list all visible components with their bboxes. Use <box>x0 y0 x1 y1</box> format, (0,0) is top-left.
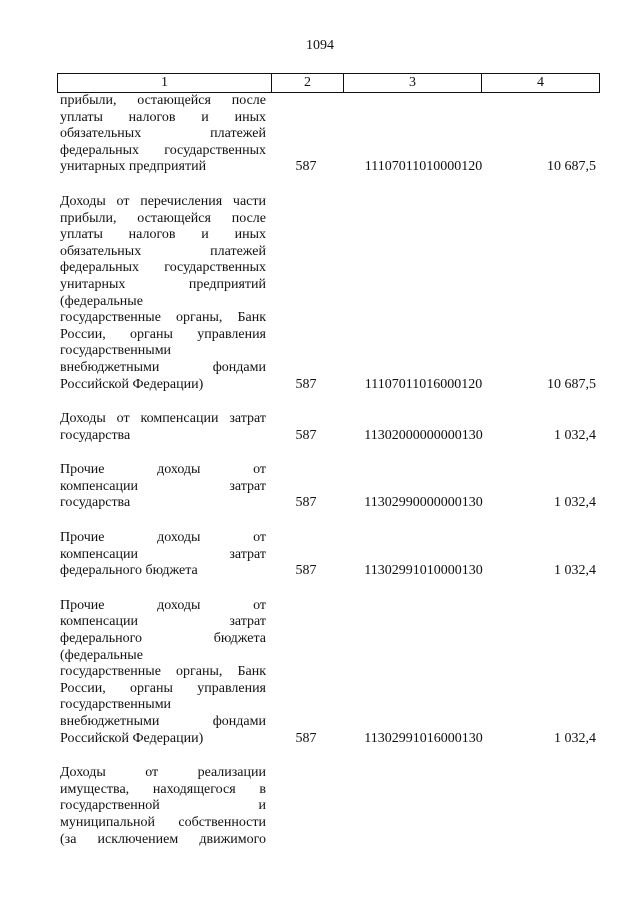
row-description <box>60 530 266 580</box>
row-kbk: 11302990000000130 <box>364 495 483 511</box>
description-line: Российской Федерации) <box>60 730 204 746</box>
row-code: 587 <box>295 563 317 579</box>
description-line: Прочие доходы от <box>60 530 266 546</box>
column-header-4: 4 <box>482 74 600 93</box>
description-line: государства <box>60 427 131 443</box>
description-line: компенсации затрат <box>60 478 266 494</box>
row-code: 587 <box>295 495 317 511</box>
description-line: Прочие доходы от <box>60 597 266 613</box>
description-line: обязательных платежей <box>60 243 266 259</box>
description-line: государственными <box>60 697 172 713</box>
description-line: государственные органы, Банк <box>60 664 266 680</box>
row-description <box>60 93 266 176</box>
table-row <box>57 411 602 444</box>
description-line: уплаты налогов и иных <box>60 109 266 125</box>
table-row <box>57 462 602 512</box>
description-line: Доходы от перечисления части <box>60 193 266 209</box>
description-line: (за исключением движимого <box>60 831 266 847</box>
row-amount: 10 687,5 <box>547 376 596 392</box>
row-amount: 1 032,4 <box>554 563 596 579</box>
row-description <box>60 194 266 393</box>
description-line: (федеральные <box>60 647 143 663</box>
row-kbk: 11302000000000130 <box>364 427 483 443</box>
description-line: уплаты налогов и иных <box>60 227 266 243</box>
description-line: государства <box>60 495 131 511</box>
description-line: имущества, находящегося в <box>60 781 266 797</box>
description-line: Доходы от реализации <box>60 765 266 781</box>
row-amount: 1 032,4 <box>554 427 596 443</box>
column-header-2: 2 <box>272 74 344 93</box>
description-line: федеральных государственных <box>60 260 266 276</box>
row-description <box>60 598 266 747</box>
description-line: компенсации затрат <box>60 614 266 630</box>
description-line: России, органы управления <box>60 326 266 342</box>
table-row <box>57 598 602 747</box>
table-row <box>57 93 602 176</box>
row-code: 587 <box>295 730 317 746</box>
row-amount: 10 687,5 <box>547 159 596 175</box>
row-code: 587 <box>295 159 317 175</box>
description-line: муниципальной собственности <box>60 814 266 830</box>
description-line: внебюджетными фондами <box>60 359 266 375</box>
table-header <box>57 73 600 93</box>
description-line: компенсации затрат <box>60 546 266 562</box>
description-line: федеральных государственных <box>60 142 266 158</box>
row-amount: 1 032,4 <box>554 495 596 511</box>
description-line: Прочие доходы от <box>60 462 266 478</box>
description-line: федерального бюджета <box>60 631 266 647</box>
description-line: обязательных платежей <box>60 126 266 142</box>
description-line: Российской Федерации) <box>60 376 204 392</box>
row-description <box>60 411 266 444</box>
description-line: унитарных предприятий <box>60 159 207 175</box>
row-kbk: 11107011016000120 <box>364 376 483 392</box>
row-code: 587 <box>295 427 317 443</box>
row-description <box>60 462 266 512</box>
description-line: (федеральные <box>60 293 143 309</box>
description-line: государственные органы, Банк <box>60 310 266 326</box>
description-line: государственными <box>60 343 172 359</box>
description-line: прибыли, остающейся после <box>60 93 266 108</box>
table-row <box>57 765 602 848</box>
description-line: Доходы от компенсации затрат <box>60 411 266 427</box>
description-line: федерального бюджета <box>60 563 198 579</box>
row-code: 587 <box>295 376 317 392</box>
row-kbk: 11107011010000120 <box>364 159 483 175</box>
column-header-1: 1 <box>58 74 272 93</box>
table-row <box>57 194 602 393</box>
row-kbk: 11302991016000130 <box>364 730 483 746</box>
row-description <box>60 765 266 848</box>
description-line: унитарных предприятий <box>60 276 266 292</box>
table-body <box>57 93 602 848</box>
column-header-3: 3 <box>344 74 482 93</box>
description-line: государственной и <box>60 798 266 814</box>
page-number: 1094 <box>306 38 334 53</box>
row-kbk: 11302991010000130 <box>364 563 483 579</box>
description-line: прибыли, остающейся после <box>60 210 266 226</box>
description-line: внебюджетными фондами <box>60 714 266 729</box>
row-amount: 1 032,4 <box>554 730 596 746</box>
table-row <box>57 530 602 580</box>
description-line: России, органы управления <box>60 680 266 696</box>
